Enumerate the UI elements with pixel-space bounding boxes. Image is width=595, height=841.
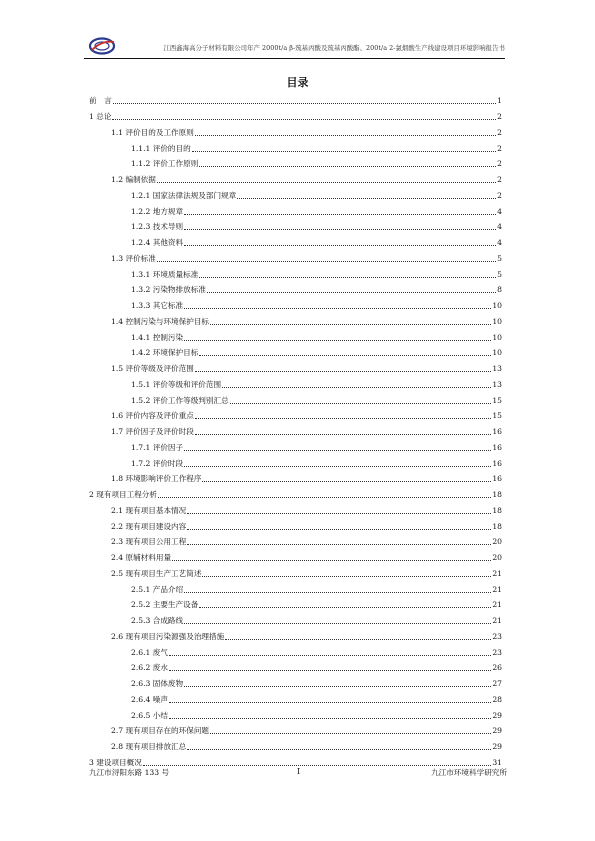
toc-leader-dots	[157, 182, 496, 183]
toc-entry[interactable]	[89, 752, 502, 768]
toc-entry[interactable]	[89, 185, 502, 201]
toc-entry-page: 20	[492, 553, 502, 562]
toc-leader-dots	[184, 340, 491, 341]
toc-leader-dots	[195, 418, 491, 419]
toc-entry-page: 5	[497, 269, 502, 279]
toc-leader-dots	[169, 702, 491, 703]
toc-entry-page: 23	[492, 647, 502, 657]
toc-leader-dots	[143, 765, 492, 766]
toc-entry-page: 16	[492, 442, 502, 452]
toc-leader-dots	[184, 245, 496, 246]
toc-entry[interactable]	[89, 358, 502, 374]
toc-entry[interactable]	[89, 122, 502, 138]
toc-entry[interactable]	[89, 106, 502, 122]
toc-leader-dots	[158, 497, 491, 498]
toc-entry-page: 2	[497, 127, 502, 137]
page-number: I	[297, 767, 301, 776]
toc-entry[interactable]	[89, 248, 502, 264]
toc-entry-label: 1.8 环境影响评价工作程序	[111, 474, 202, 484]
toc-entry[interactable]	[89, 343, 502, 359]
toc-entry-label: 1.7.1 评价因子	[131, 442, 184, 452]
toc-entry-page: 2	[497, 175, 502, 184]
toc-entry-label: 1 总论	[89, 112, 112, 121]
toc-entry-page: 4	[497, 222, 502, 232]
toc-entry-page: 10	[492, 348, 502, 358]
toc-entry[interactable]	[89, 484, 502, 500]
toc-leader-dots	[187, 513, 491, 514]
toc-entry-label: 2.1 现有项目基本情况	[111, 505, 187, 515]
toc-entry-label: 1.2.3 技术导则	[131, 222, 184, 232]
toc-entry-label: 1.4 控制污染与环境保护目标	[111, 316, 210, 326]
toc-entry-page: 27	[492, 679, 502, 688]
footer-organization: 九江市环境科学研究所	[431, 768, 507, 777]
toc-entry[interactable]	[89, 500, 502, 516]
institute-logo-icon	[87, 36, 117, 56]
toc-entry[interactable]	[89, 705, 502, 721]
toc-entry[interactable]	[89, 453, 502, 469]
toc-leader-dots	[172, 560, 491, 561]
toc-entry-label: 2.3 现有项目公用工程	[111, 537, 187, 547]
toc-entry-label: 1.3.1 环境质量标准	[131, 269, 199, 279]
toc-entry-label: 2.6.3 固体废物	[131, 679, 184, 688]
toc-entry-label: 1.5 评价等级及评价范围	[111, 364, 194, 373]
toc-entry-label: 1.7.2 评价时段	[131, 458, 184, 468]
toc-leader-dots	[207, 292, 496, 293]
toc-entry-page: 29	[492, 710, 502, 720]
toc-entry-page: 2	[497, 190, 502, 200]
toc-entry-label: 1.3 评价标准	[111, 253, 156, 263]
toc-entry[interactable]	[89, 437, 502, 453]
toc-entry-page: 29	[492, 726, 502, 736]
toc-entry-page: 21	[492, 616, 502, 625]
toc-entry-page: 15	[492, 411, 502, 421]
header-divider	[84, 58, 505, 59]
toc-leader-dots	[184, 623, 491, 624]
toc-entry[interactable]	[89, 563, 502, 579]
toc-entry-page: 5	[497, 253, 502, 263]
toc-entry[interactable]	[89, 264, 502, 280]
toc-leader-dots	[112, 119, 496, 120]
toc-entry-label: 1.6 评价内容及评价重点	[111, 411, 194, 421]
toc-entry-label: 1.2.2 地方规章	[131, 206, 184, 216]
toc-entry-page: 10	[492, 301, 502, 310]
toc-entry[interactable]	[89, 169, 502, 185]
toc-entry-label: 3 建设项目概况	[89, 757, 142, 767]
table-of-contents	[89, 91, 502, 768]
toc-entry-page: 10	[492, 332, 502, 342]
toc-entry[interactable]	[89, 295, 502, 311]
toc-entry[interactable]	[89, 658, 502, 674]
toc-leader-dots	[184, 229, 496, 230]
toc-entry-page: 28	[492, 694, 502, 704]
toc-entry[interactable]	[89, 217, 502, 233]
toc-leader-dots	[169, 655, 491, 656]
toc-entry-page: 15	[492, 395, 502, 405]
toc-entry[interactable]	[89, 390, 502, 406]
toc-entry-label: 1.5.1 评价等级和评价范围	[131, 379, 222, 389]
toc-entry-page: 16	[492, 427, 502, 436]
toc-entry-label: 1.1 评价目的及工作原则	[111, 127, 194, 137]
footer-address: 九江市浔阳东路 133 号	[89, 768, 170, 777]
toc-entry[interactable]	[89, 421, 502, 437]
toc-leader-dots	[187, 749, 491, 750]
toc-entry-page: 31	[492, 757, 502, 767]
toc-entry-label: 1.1.1 评价的目的	[131, 143, 191, 153]
toc-entry-label: 2.6 现有项目污染源强及治理措施	[111, 631, 225, 641]
toc-entry[interactable]	[89, 610, 502, 626]
toc-leader-dots	[184, 592, 491, 593]
toc-leader-dots	[187, 544, 491, 545]
toc-entry-page: 26	[492, 663, 502, 673]
toc-entry-label: 2.6.1 废气	[131, 647, 168, 657]
toc-entry[interactable]	[89, 736, 502, 752]
toc-leader-dots	[113, 103, 496, 104]
toc-leader-dots	[202, 481, 491, 482]
toc-entry-page: 21	[492, 600, 502, 610]
toc-entry[interactable]	[89, 91, 502, 107]
toc-entry-label: 2.8 现有项目排放汇总	[111, 742, 187, 751]
toc-entry-label: 1.5.2 评价工作等级判别汇总	[131, 395, 229, 405]
toc-entry-page: 2	[497, 159, 502, 169]
toc-leader-dots	[237, 198, 496, 199]
toc-entry[interactable]	[89, 595, 502, 611]
toc-leader-dots	[202, 576, 491, 577]
toc-entry-label: 1.2.4 其他资料	[131, 238, 184, 247]
toc-entry[interactable]	[89, 516, 502, 532]
toc-leader-dots	[184, 450, 491, 451]
toc-entry-page: 4	[497, 238, 502, 247]
toc-entry-page: 13	[492, 379, 502, 389]
toc-entry[interactable]	[89, 311, 502, 327]
toc-entry-label: 2.6.5 小结	[131, 710, 168, 720]
toc-entry[interactable]	[89, 689, 502, 705]
toc-entry[interactable]	[89, 547, 502, 563]
toc-leader-dots	[210, 324, 491, 325]
toc-leader-dots	[199, 277, 496, 278]
toc-leader-dots	[157, 261, 496, 262]
toc-leader-dots	[195, 434, 491, 435]
toc-leader-dots	[187, 529, 491, 530]
toc-entry-label: 2.5.3 合成路线	[131, 616, 184, 625]
toc-entry-page: 16	[492, 458, 502, 468]
toc-leader-dots	[230, 403, 492, 404]
toc-entry-label: 1.4.2 环境保护目标	[131, 348, 199, 358]
toc-entry-label: 前 言	[89, 96, 112, 106]
toc-entry[interactable]	[89, 579, 502, 595]
toc-entry[interactable]	[89, 406, 502, 422]
toc-leader-dots	[169, 670, 491, 671]
toc-entry-page: 4	[497, 206, 502, 216]
toc-entry-page: 18	[492, 505, 502, 515]
toc-leader-dots	[184, 308, 491, 309]
page-header	[84, 36, 505, 58]
toc-entry-label: 1.1.2 评价工作原则	[131, 159, 199, 169]
toc-entry-page: 13	[492, 364, 502, 373]
toc-entry-label: 2 现有项目工程分析	[89, 490, 157, 499]
toc-entry[interactable]	[89, 201, 502, 217]
toc-entry-label: 1.3.2 污染物排放标准	[131, 285, 206, 295]
toc-entry[interactable]	[89, 280, 502, 296]
toc-entry-label: 2.6.4 噪声	[131, 694, 168, 704]
toc-entry-label: 2.6.2 废水	[131, 663, 168, 673]
toc-entry-page: 23	[492, 631, 502, 641]
toc-leader-dots	[184, 686, 491, 687]
toc-entry-page: 21	[492, 568, 502, 578]
toc-entry-page: 10	[492, 316, 502, 326]
toc-entry-label: 2.5 现有项目生产工艺简述	[111, 568, 202, 578]
toc-entry-label: 1.2.1 国家法律法规及部门规章	[131, 190, 237, 200]
toc-entry-label: 1.3.3 其它标准	[131, 301, 184, 310]
toc-entry[interactable]	[89, 626, 502, 642]
toc-entry-page: 29	[492, 742, 502, 751]
toc-entry-page: 8	[497, 285, 502, 295]
toc-leader-dots	[199, 355, 491, 356]
toc-entry-label: 1.2 编制依据	[111, 175, 156, 184]
toc-entry[interactable]	[89, 138, 502, 154]
toc-leader-dots	[184, 214, 496, 215]
toc-entry[interactable]	[89, 327, 502, 343]
toc-leader-dots	[222, 387, 491, 388]
header-text: 江西鑫海高分子材料有限公司年产 2000t/a β-巯基丙酸及巯基丙酸酯、200t/a 2-氯烟酸生产线建设项目环境影响报告书	[163, 44, 505, 52]
toc-entry[interactable]	[89, 232, 502, 248]
toc-leader-dots	[169, 718, 491, 719]
toc-leader-dots	[199, 607, 491, 608]
toc-entry-label: 1.7 评价因子及评价时段	[111, 427, 194, 436]
toc-leader-dots	[184, 466, 491, 467]
toc-leader-dots	[199, 166, 496, 167]
toc-leader-dots	[225, 639, 491, 640]
toc-entry-page: 1	[497, 96, 502, 106]
page-title: 目录	[286, 76, 309, 89]
toc-entry[interactable]	[89, 374, 502, 390]
toc-entry-page: 2	[497, 143, 502, 153]
toc-entry-page: 2	[497, 112, 502, 121]
toc-leader-dots	[210, 733, 491, 734]
toc-leader-dots	[192, 151, 496, 152]
toc-entry[interactable]	[89, 154, 502, 170]
toc-entry[interactable]	[89, 673, 502, 689]
toc-entry-label: 2.5.2 主要生产设备	[131, 600, 199, 610]
toc-entry-page: 18	[492, 521, 502, 531]
toc-entry-page: 18	[492, 490, 502, 499]
toc-entry-page: 16	[492, 474, 502, 484]
toc-entry-label: 1.4.1 控制污染	[131, 332, 184, 342]
toc-entry[interactable]	[89, 721, 502, 737]
toc-entry-label: 2.2 现有项目建设内容	[111, 521, 187, 531]
toc-entry[interactable]	[89, 642, 502, 658]
toc-entry-label: 2.7 现有项目存在的环保问题	[111, 726, 210, 736]
toc-leader-dots	[195, 371, 491, 372]
toc-entry-label: 2.5.1 产品介绍	[131, 584, 184, 594]
toc-entry-label: 2.4 原辅材料用量	[111, 553, 172, 562]
toc-leader-dots	[195, 135, 496, 136]
toc-entry-page: 21	[492, 584, 502, 594]
toc-entry[interactable]	[89, 532, 502, 548]
toc-entry-page: 20	[492, 537, 502, 547]
toc-entry[interactable]	[89, 469, 502, 485]
